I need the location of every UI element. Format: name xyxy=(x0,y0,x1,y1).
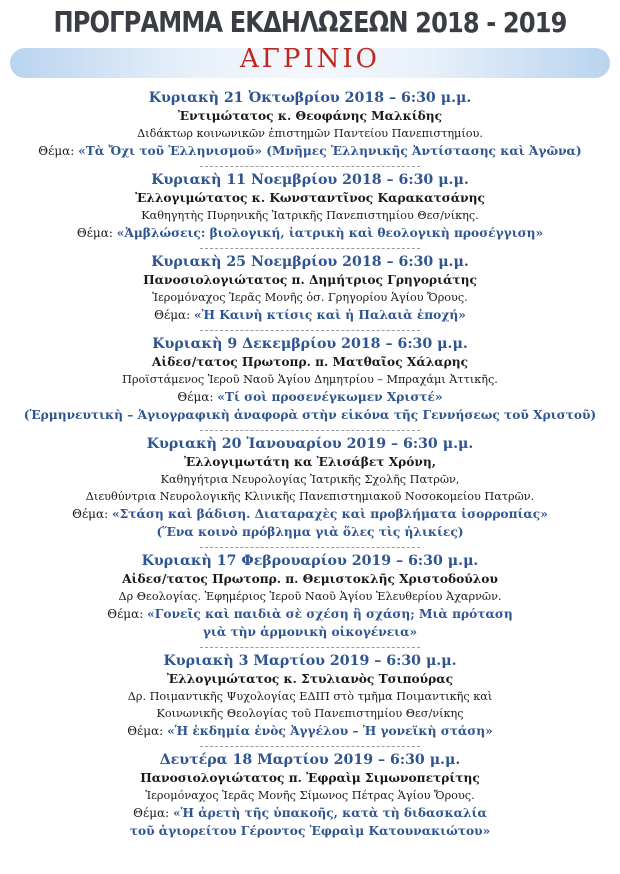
event-date: Κυριακὴ 21 Ὀκτωβρίου 2018 – 6:30 μ.μ. xyxy=(148,90,472,106)
topic-title: «Ἡ Καινὴ κτίσις καὶ ἡ Παλαιὰ ἐποχή» xyxy=(194,308,466,322)
event-topic xyxy=(0,142,620,160)
event-item xyxy=(0,335,620,424)
event-speaker: Ἐντιμώτατος κ. Θεοφάνης Μαλκίδης xyxy=(177,109,443,123)
event-speaker: Ἐλλογιμώτατος κ. Στυλιανὸς Τσιπούρας xyxy=(166,672,454,686)
event-item xyxy=(0,751,620,840)
topic-title: «Στάση καὶ βάδιση. Διαταραχὲς καὶ προβλήματα ἰσορροπίας» xyxy=(112,507,548,521)
event-item xyxy=(0,552,620,641)
topic-label: Θέμα: xyxy=(72,507,109,521)
event-topic xyxy=(0,505,620,523)
event-speaker: Πανοσιολογιώτατος π. Ἐφραὶμ Σιμωνοπετρίτης xyxy=(140,771,480,785)
event-separator xyxy=(200,166,420,167)
event-date: Κυριακὴ 20 Ἰανουαρίου 2019 – 6:30 μ.μ. xyxy=(146,436,474,452)
event-topic-continued: (Ἑρμηνευτικὴ – Ἁγιογραφικὴ ἀναφορὰ στὴν εἰκόνα τῆς Γεννήσεως τοῦ Χριστοῦ) xyxy=(23,408,597,422)
event-item xyxy=(0,435,620,541)
event-topic-continued: (Ἕνα κοινὸ πρόβλημα γιὰ ὅλες τὶς ἡλικίες) xyxy=(156,525,464,539)
event-item xyxy=(0,253,620,324)
page-title: ΠΡΟΓΡΑΜΜΑ ΕΚΔΗΛΩΣΕΩΝ 2018 - 2019 xyxy=(53,6,567,39)
event-speaker-info: Διευθύντρια Νευρολογικῆς Κλινικῆς Πανεπιστημιακοῦ Νοσοκομείου Πατρῶν. xyxy=(85,490,535,503)
event-speaker: Πανοσιολογιώτατος π. Δημήτριος Γρηγοριάτης xyxy=(143,273,477,287)
event-date: Κυριακὴ 11 Νοεμβρίου 2018 – 6:30 μ.μ. xyxy=(151,172,469,188)
event-separator xyxy=(200,547,420,548)
topic-label: Θέμα: xyxy=(38,144,75,158)
event-date: Κυριακὴ 9 Δεκεμβρίου 2018 – 6:30 μ.μ. xyxy=(152,336,468,352)
event-speaker: Αἰδεσ/τατος Πρωτοπρ. π. Θεμιστοκλῆς Χριστοδούλου xyxy=(122,572,498,586)
topic-title: «Τί σοὶ προσενέγκωμεν Χριστέ» xyxy=(217,390,443,404)
event-speaker-info: Προϊστάμενος Ἱεροῦ Ναοῦ Ἁγίου Δημητρίου – Μπραχάμι Ἀττικῆς. xyxy=(122,373,498,386)
event-topic xyxy=(0,605,620,623)
events-list xyxy=(0,89,620,840)
event-separator xyxy=(200,330,420,331)
topic-label: Θέμα: xyxy=(76,226,113,240)
event-speaker-info: Δρ Θεολογίας. Ἐφημέριος Ἱεροῦ Ναοῦ Ἁγίου Ἐλευθερίου Ἀχαρνῶν. xyxy=(118,590,502,603)
topic-label: Θέμα: xyxy=(127,724,164,738)
event-topic-continued: τοῦ ἁγιορείτου Γέροντος Ἐφραὶμ Κατουνακιώτου» xyxy=(129,824,491,838)
event-separator xyxy=(200,430,420,431)
event-speaker-info: Κοινωνικῆς Θεολογίας τοῦ Πανεπιστημίου Θεσ/νίκης xyxy=(156,707,464,720)
event-separator xyxy=(200,248,420,249)
event-separator xyxy=(200,746,420,747)
topic-label: Θέμα: xyxy=(154,308,191,322)
event-item xyxy=(0,652,620,740)
event-item xyxy=(0,171,620,242)
topic-title: «Ἡ ἀρετὴ τῆς ὑπακοῆς, κατὰ τὴ διδασκαλία xyxy=(173,806,487,820)
topic-title: «Τὰ Ὄχι τοῦ Ἑλληνισμοῦ» (Μνῆμες Ἑλληνικῆς Ἀντίστασης καὶ Ἀγῶνα) xyxy=(78,144,582,158)
event-topic xyxy=(0,306,620,324)
city-name: ΑΓΡΙΝΙΟ xyxy=(240,44,380,74)
topic-title: «Γονεῖς καὶ παιδιὰ σὲ σχέση ἢ σχάση; Μιὰ πρόταση xyxy=(147,607,513,621)
event-speaker-info: Διδάκτωρ κοινωνικῶν ἐπιστημῶν Παντείου Πανεπιστημίου. xyxy=(137,127,483,140)
event-speaker: Ἐλλογιμώτατος κ. Κωνσταντῖνος Καρακατσάνης xyxy=(135,191,485,205)
topic-label: Θέμα: xyxy=(133,806,170,820)
event-topic xyxy=(0,224,620,242)
topic-title: «Ἡ ἐκδημία ἑνὸς Ἀγγέλου – Ἡ γονεϊκὴ στάση» xyxy=(167,724,493,738)
event-speaker: Αἰδεσ/τατος Πρωτοπρ. π. Ματθαῖος Χάλαρης xyxy=(151,355,469,369)
event-topic xyxy=(0,388,620,406)
event-date: Δευτέρα 18 Μαρτίου 2019 – 6:30 μ.μ. xyxy=(159,752,461,768)
event-speaker-info: Ἱερομόναχος Ἱερᾶς Μονῆς Σίμωνος Πέτρας Ἁγίου Ὄρους. xyxy=(145,789,475,802)
event-topic-continued: γιὰ τὴν ἁρμονικὴ οἰκογένεια» xyxy=(202,625,418,639)
topic-label: Θέμα: xyxy=(107,607,144,621)
event-speaker-info: Δρ. Ποιμαντικῆς Ψυχολογίας ΕΔΙΠ στὸ τμῆμα Ποιμαντικῆς καὶ xyxy=(127,690,493,703)
event-item xyxy=(0,89,620,160)
event-date: Κυριακὴ 25 Νοεμβρίου 2018 – 6:30 μ.μ. xyxy=(151,254,469,270)
topic-title: «Ἀμβλώσεις: βιολογική, ἰατρικὴ καὶ θεολογικὴ προσέγγιση» xyxy=(116,226,544,240)
event-date: Κυριακὴ 3 Μαρτίου 2019 – 6:30 μ.μ. xyxy=(163,653,457,669)
topic-label: Θέμα: xyxy=(177,390,214,404)
event-speaker-info: Καθηγήτρια Νευρολογίας Ἰατρικῆς Σχολῆς Πατρῶν, xyxy=(160,473,460,486)
event-speaker-info: Καθηγητὴς Πυρηνικῆς Ἰατρικῆς Πανεπιστημίου Θεσ/νίκης. xyxy=(141,209,479,222)
event-speaker: Ἐλλογιμωτάτη κα Ἐλισάβετ Χρόνη, xyxy=(183,455,437,469)
event-speaker-info: Ἱερομόναχος Ἱερᾶς Μονῆς ὁσ. Γρηγορίου Ἁγίου Ὄρους. xyxy=(152,291,468,304)
event-separator xyxy=(200,647,420,648)
event-topic xyxy=(0,722,620,740)
event-topic xyxy=(0,804,620,822)
event-date: Κυριακὴ 17 Φεβρουαρίου 2019 – 6:30 μ.μ. xyxy=(141,553,479,569)
